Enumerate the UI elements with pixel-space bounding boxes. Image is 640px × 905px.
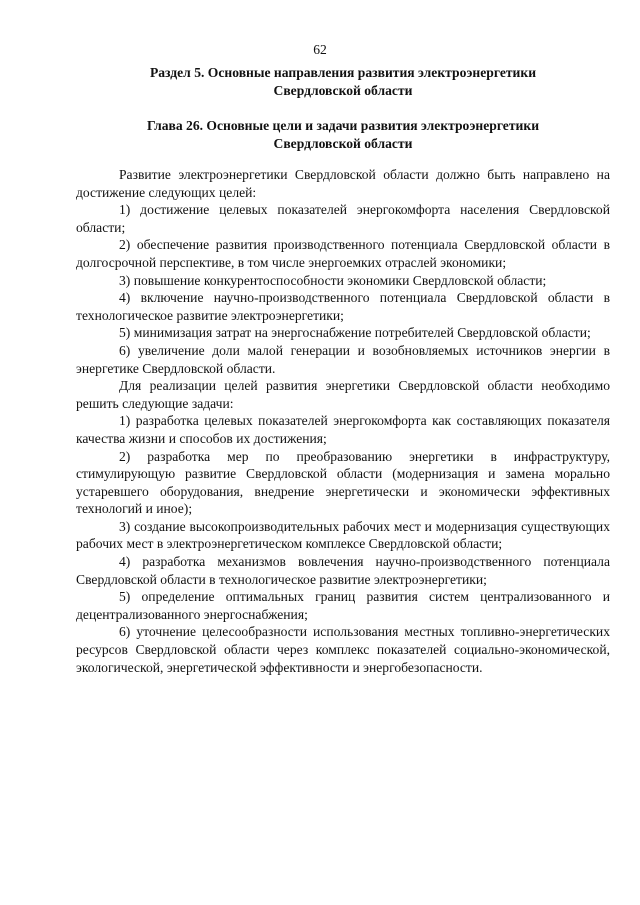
- task-item-1: 1) разработка целевых показателей энергокомфорта как составляющих показателя качества жизни и способов их достижения;: [76, 413, 610, 446]
- task-item-5: 5) определение оптимальных границ развития систем централизованного и децентрализованного энергоснабжения;: [76, 589, 610, 622]
- chapter-heading-line2: Свердловской области: [273, 135, 413, 151]
- goal-item-6: 6) увеличение доли малой генерации и возобновляемых источников энергии в энергетике Свердловской области.: [76, 342, 610, 376]
- section-heading-line2: Свердловской области: [273, 82, 413, 98]
- goal-item-3: 3) повышение конкурентоспособности экономики Свердловской области;: [119, 272, 547, 288]
- chapter-heading: [76, 117, 610, 152]
- task-item-4: 4) разработка механизмов вовлечения научно-производственного потенциала Свердловской области в технологическое развитие электроэнергетики;: [76, 554, 610, 587]
- section-heading-line1: Раздел 5. Основные направления развития электроэнергетики: [149, 65, 537, 80]
- intro-goals-paragraph: Развитие электроэнергетики Свердловской области должно быть направлено на достижение следующих целей:: [76, 167, 610, 200]
- chapter-heading-line1: Глава 26. Основные цели и задачи развития электроэнергетики: [146, 118, 540, 133]
- task-item-3: 3) создание высокопроизводительных рабочих мест и модернизация существующих рабочих мест в электроэнергетическом комплексе Свердловской области;: [76, 518, 610, 552]
- goal-item-2: 2) обеспечение развития производственного потенциала Свердловской области в долгосрочной перспективе, в том числе энергоемких отраслей экономики;: [76, 237, 610, 270]
- goal-item-4: 4) включение научно-производственного потенциала Свердловской области в технологическое развитие электроэнергетики;: [76, 290, 610, 323]
- task-item-2: 2) разработка мер по преобразованию энергетики в инфраструктуру, стимулирующую развитие Свердловской области (модернизация и замена морально устаревшего оборудования, внедрение энергетически и экономически эффективных технологий и иное);: [76, 448, 610, 517]
- intro-tasks-paragraph: Для реализации целей развития энергетики Свердловской области необходимо решить следующие задачи:: [76, 378, 610, 411]
- goal-item-5: 5) минимизация затрат на энергоснабжение потребителей Свердловской области;: [119, 325, 591, 341]
- task-item-6: 6) уточнение целесообразности использования местных топливно-энергетических ресурсов Свердловской области через комплекс показателей социально-экономической, экологической, энергетической эффективности и энергобезопасности.: [76, 624, 610, 675]
- section-heading: [76, 64, 610, 99]
- body-text: [76, 166, 610, 676]
- goal-item-1: 1) достижение целевых показателей энергокомфорта населения Свердловской области;: [76, 202, 610, 235]
- page-number: 62: [313, 42, 327, 57]
